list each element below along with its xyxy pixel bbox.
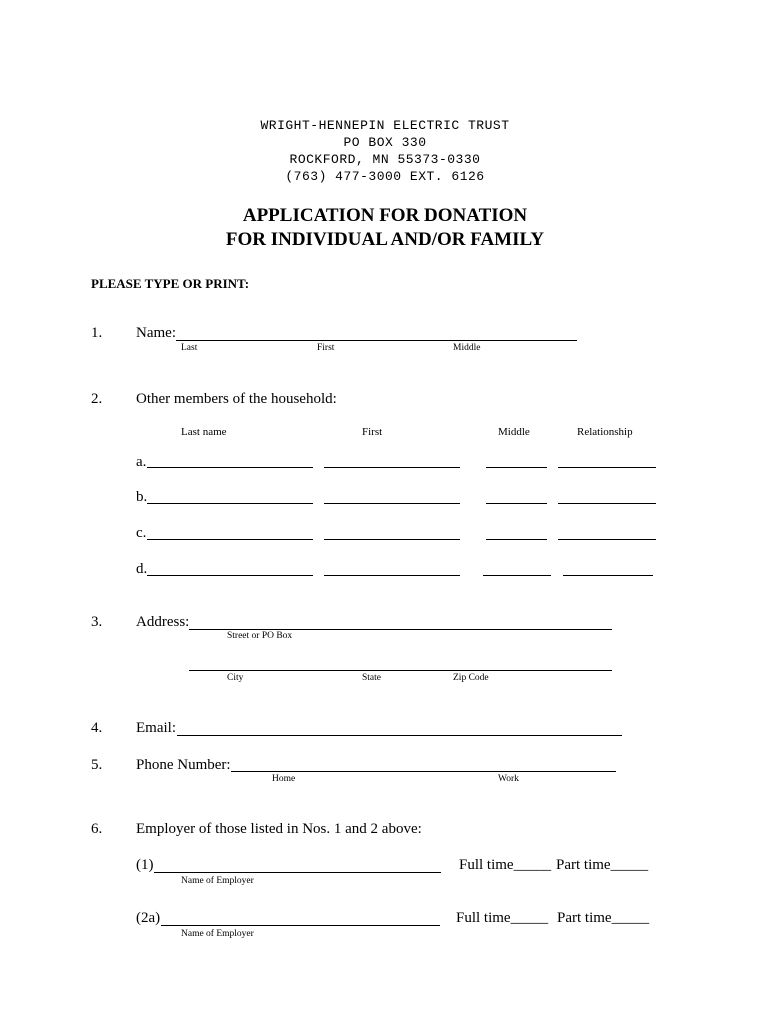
q3-sub-street: Street or PO Box bbox=[227, 631, 293, 641]
member-b-last-field[interactable] bbox=[147, 503, 313, 504]
instruction: PLEASE TYPE OR PRINT: bbox=[91, 276, 250, 291]
employer2-part-time[interactable]: Part time_____ bbox=[557, 910, 650, 926]
member-c-relationship-field[interactable] bbox=[558, 539, 656, 540]
q2-label: Other members of the household: bbox=[136, 391, 337, 407]
employer1-full-time[interactable]: Full time_____ bbox=[459, 857, 552, 873]
q6-sub-employer1: Name of Employer bbox=[181, 876, 254, 886]
form-title-line1: APPLICATION FOR DONATION bbox=[242, 205, 528, 226]
q2-row-c-label: c. bbox=[136, 525, 147, 541]
member-d-middle-field[interactable] bbox=[483, 575, 551, 576]
q3-number: 3. bbox=[91, 614, 103, 630]
member-a-middle-field[interactable] bbox=[486, 467, 547, 468]
street-field[interactable] bbox=[189, 629, 612, 630]
email-field[interactable] bbox=[177, 735, 622, 736]
q2-col-middle: Middle bbox=[498, 426, 530, 438]
org-city: ROCKFORD, MN 55373-0330 bbox=[289, 152, 481, 167]
q2-row-b-label: b. bbox=[136, 489, 148, 505]
q1-number: 1. bbox=[91, 325, 103, 341]
form-title-line2: FOR INDIVIDUAL AND/OR FAMILY bbox=[225, 229, 545, 250]
q5-label: Phone Number: bbox=[136, 757, 231, 773]
q2-number: 2. bbox=[91, 391, 103, 407]
q3-label: Address: bbox=[136, 614, 190, 630]
member-d-first-field[interactable] bbox=[324, 575, 460, 576]
q1-sub-first: First bbox=[317, 343, 335, 353]
q5-sub-work: Work bbox=[498, 774, 519, 784]
q2-row-d-label: d. bbox=[136, 561, 148, 577]
org-name: WRIGHT-HENNEPIN ELECTRIC TRUST bbox=[260, 118, 510, 133]
employer2-field[interactable] bbox=[161, 925, 440, 926]
employer2-full-time[interactable]: Full time_____ bbox=[456, 910, 549, 926]
q2-col-relationship: Relationship bbox=[577, 426, 633, 438]
org-po-box: PO BOX 330 bbox=[343, 135, 427, 150]
member-b-first-field[interactable] bbox=[324, 503, 460, 504]
q4-number: 4. bbox=[91, 720, 103, 736]
org-phone: (763) 477-3000 EXT. 6126 bbox=[285, 169, 485, 184]
member-c-first-field[interactable] bbox=[324, 539, 460, 540]
member-c-middle-field[interactable] bbox=[486, 539, 547, 540]
q3-sub-city: City bbox=[227, 673, 244, 683]
phone-field[interactable] bbox=[231, 771, 616, 772]
member-b-middle-field[interactable] bbox=[486, 503, 547, 504]
q2-col-last: Last name bbox=[181, 426, 227, 438]
q2-row-a-label: a. bbox=[136, 454, 147, 470]
q6-sub-employer2: Name of Employer bbox=[181, 929, 254, 939]
q3-sub-state: State bbox=[362, 673, 381, 683]
member-a-relationship-field[interactable] bbox=[558, 467, 656, 468]
city-state-zip-field[interactable] bbox=[189, 670, 612, 671]
q4-label: Email: bbox=[136, 720, 176, 736]
q6-employer1-label: (1) bbox=[136, 857, 154, 873]
member-a-last-field[interactable] bbox=[147, 467, 313, 468]
q6-employer2-label: (2a) bbox=[136, 910, 161, 926]
q2-col-first: First bbox=[362, 426, 383, 438]
q1-label: Name: bbox=[136, 325, 176, 341]
q6-label: Employer of those listed in Nos. 1 and 2 above: bbox=[136, 821, 422, 837]
member-a-first-field[interactable] bbox=[324, 467, 460, 468]
q5-sub-home: Home bbox=[272, 774, 296, 784]
member-d-relationship-field[interactable] bbox=[563, 575, 653, 576]
member-c-last-field[interactable] bbox=[147, 539, 313, 540]
employer1-field[interactable] bbox=[154, 872, 441, 873]
q3-sub-zip: Zip Code bbox=[453, 673, 489, 683]
member-d-last-field[interactable] bbox=[147, 575, 313, 576]
member-b-relationship-field[interactable] bbox=[558, 503, 656, 504]
q6-number: 6. bbox=[91, 821, 103, 837]
q1-sub-last: Last bbox=[181, 343, 198, 353]
q5-number: 5. bbox=[91, 757, 103, 773]
q1-sub-middle: Middle bbox=[453, 343, 481, 353]
name-field[interactable] bbox=[176, 340, 577, 341]
employer1-part-time[interactable]: Part time_____ bbox=[556, 857, 649, 873]
